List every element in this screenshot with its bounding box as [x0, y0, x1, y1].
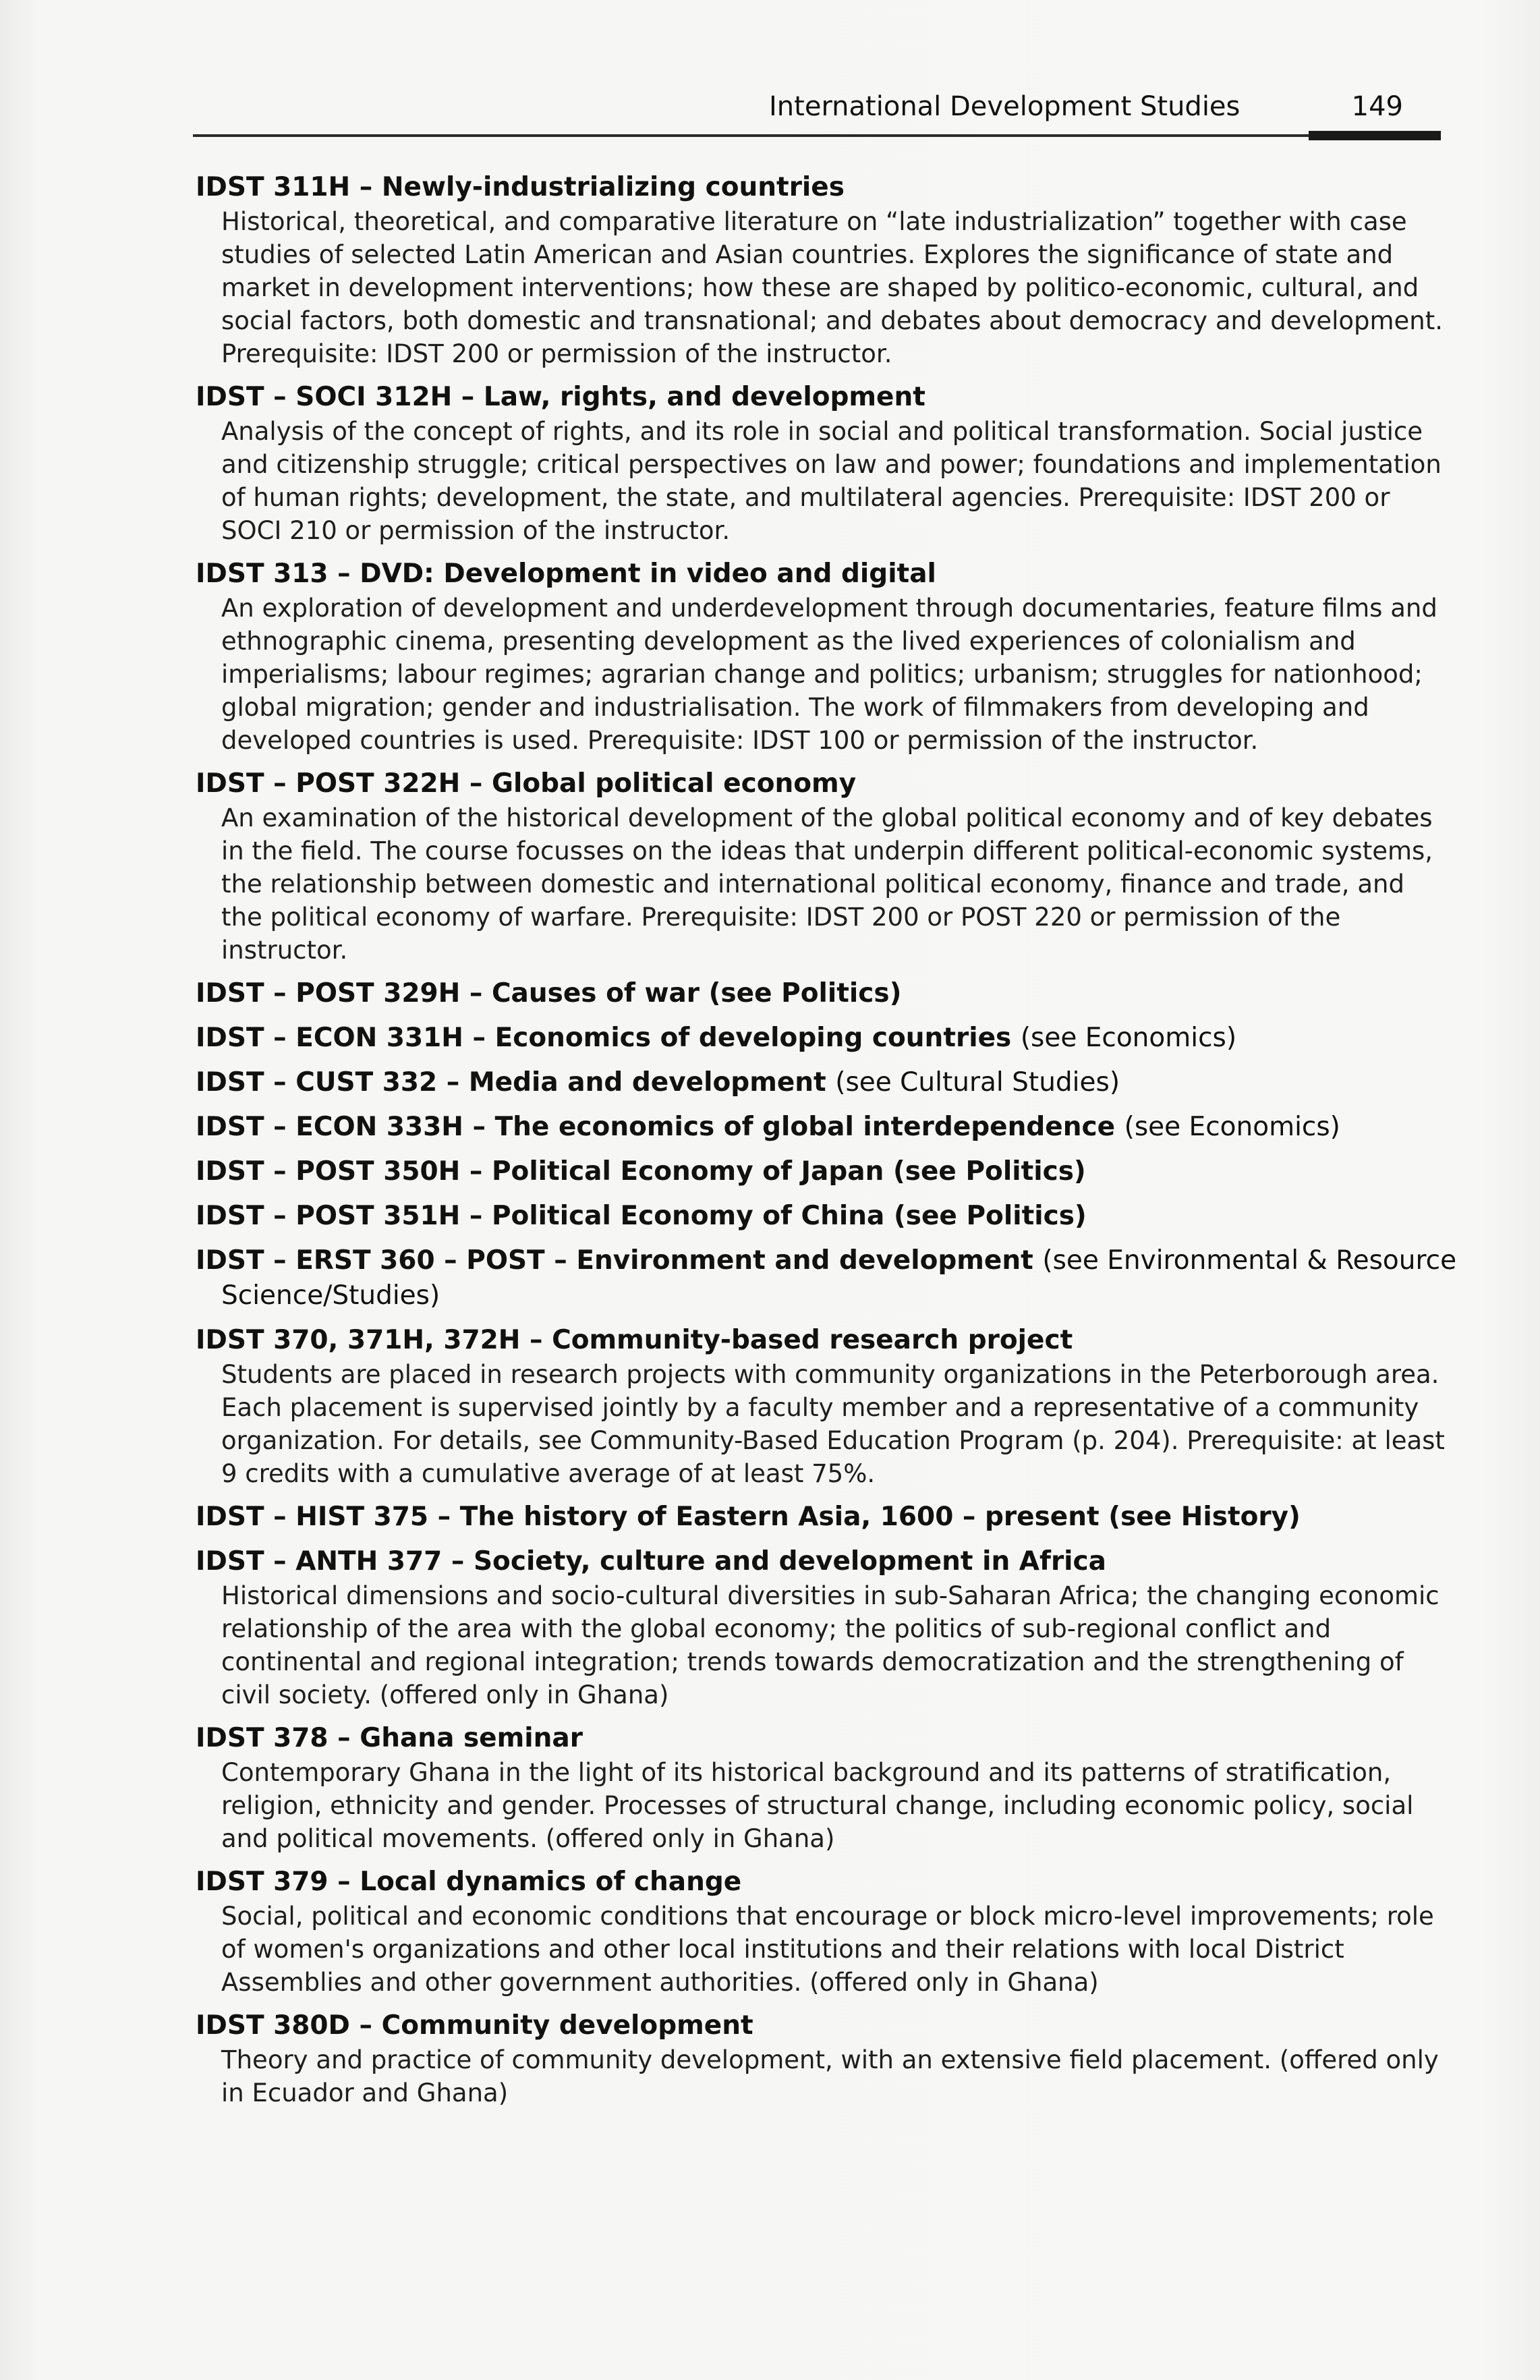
course-entry: [196, 1865, 1450, 1999]
course-title: IDST 313 – DVD: Development in video and digital: [196, 559, 936, 589]
course-entry: [196, 380, 1450, 547]
course-entry: [196, 1500, 1450, 1535]
course-entry: [196, 1721, 1450, 1855]
course-title: IDST 379 – Local dynamics of change: [196, 1867, 742, 1897]
course-title: IDST – POST 322H – Global political economy: [196, 768, 857, 799]
course-entry: [196, 1065, 1450, 1100]
course-entry: [196, 1110, 1450, 1145]
course-title-text: IDST – ERST 360 – POST – Environment and development: [196, 1245, 1033, 1276]
course-description: An examination of the historical development of the global political economy and of key debates in the field. The course focusses on the ideas that underpin different political-economic systems, the relationship between domestic and international political economy, finance and trade, and the political economy of warfare. Prerequisite: IDST 200 or POST 220 or permission of the instructor.: [221, 803, 1433, 965]
course-description: Social, political and economic conditions that encourage or block micro-level improvements; role of women's organizations and other local institutions and their relations with local District Assemblies and other government authorities. (offered only in Ghana): [221, 1902, 1434, 1997]
course-title: [196, 1110, 1450, 1145]
course-description: Analysis of the concept of rights, and its role in social and political transformation. Social justice and citizenship struggle; critical perspectives on law and power; foundations and implementation of human rights; development, the state, and multilateral agencies. Prerequisite: IDST 200 or SOCI 210 or permission of the instructor.: [221, 417, 1442, 545]
cross-reference: (see Economics): [1124, 1112, 1340, 1142]
page-number: 149: [1351, 91, 1403, 122]
course-title: [196, 1243, 1457, 1313]
course-list: [196, 170, 1457, 2119]
course-title: [196, 1021, 1450, 1056]
course-title: IDST – POST 329H – Causes of war (see Politics): [196, 978, 902, 1009]
cross-reference: (see Environmental & Resource: [1042, 1245, 1457, 1276]
course-entry: [196, 976, 1450, 1011]
course-title: [196, 1065, 1450, 1100]
course-title: IDST – POST 351H – Political Economy of China (see Politics): [196, 1201, 1087, 1231]
course-description: Students are placed in research projects with community organizations in the Peterborough area. Each placement is supervised jointly by a faculty member and a representative of a community organization. For details, see Community-Based Education Program (p. 204). Prerequisite: at least 9 credits with a cumulative average of at least 75%.: [221, 1360, 1445, 1488]
course-title: IDST 311H – Newly-industrializing countries: [196, 172, 845, 202]
course-entry: [196, 1544, 1450, 1711]
course-description: Contemporary Ghana in the light of its historical background and its patterns of stratification, religion, ethnicity and gender. Processes of structural change, including economic policy, social and political movements. (offered only in Ghana): [221, 1758, 1414, 1853]
header-rule: [193, 134, 1441, 137]
course-description: Theory and practice of community development, with an extensive field placement. (offered only in Ecuador and Ghana): [221, 2045, 1439, 2107]
course-entry: [196, 1243, 1457, 1313]
header-rule-accent: [1309, 131, 1441, 140]
course-title: IDST – POST 350H – Political Economy of Japan (see Politics): [196, 1156, 1086, 1187]
cross-reference-continued: Science/Studies): [221, 1280, 440, 1311]
course-entry: [196, 1021, 1450, 1056]
course-entry: [196, 766, 1450, 967]
course-title: IDST – HIST 375 – The history of Eastern Asia, 1600 – present (see History): [196, 1502, 1301, 1532]
course-title: IDST – ANTH 377 – Society, culture and development in Africa: [196, 1546, 1106, 1577]
course-description: Historical, theoretical, and comparative literature on “late industrialization” together with case studies of selected Latin American and Asian countries. Explores the significance of state and market in development interventions; how these are shaped by politico-economic, cultural, and social factors, both domestic and transnational; and debates about democracy and development. Prerequisite: IDST 200 or permission of the instructor.: [221, 207, 1444, 368]
course-entry: [196, 1323, 1450, 1490]
course-title-text: IDST – ECON 331H – Economics of developing countries: [196, 1023, 1012, 1053]
course-title: IDST 380D – Community development: [196, 2010, 753, 2041]
course-title: IDST – SOCI 312H – Law, rights, and development: [196, 382, 925, 412]
course-entry: [196, 2008, 1450, 2109]
course-title: IDST 378 – Ghana seminar: [196, 1723, 583, 1753]
course-entry: [196, 1199, 1450, 1234]
course-description: An exploration of development and underdevelopment through documentaries, feature films and ethnographic cinema, presenting development as the lived experiences of colonialism and imperialisms; labour regimes; agrarian change and politics; urbanism; struggles for nationhood; global migration; gender and industrialisation. The work of filmmakers from developing and developed countries is used. Prerequisite: IDST 100 or permission of the instructor.: [221, 594, 1437, 755]
cross-reference: (see Economics): [1020, 1023, 1237, 1053]
running-title: International Development Studies: [769, 91, 1240, 122]
course-entry: [196, 170, 1450, 370]
course-entry: [196, 1154, 1450, 1189]
course-title-text: IDST – CUST 332 – Media and development: [196, 1067, 826, 1098]
course-title-text: IDST – ECON 333H – The economics of global interdependence: [196, 1112, 1116, 1142]
course-title: IDST 370, 371H, 372H – Community-based research project: [196, 1325, 1073, 1355]
course-description: Historical dimensions and socio-cultural diversities in sub-Saharan Africa; the changing economic relationship of the area with the global economy; the politics of sub-regional conflict and continental and regional integration; trends towards democratization and the strengthening of civil society. (offered only in Ghana): [221, 1581, 1439, 1709]
course-entry: [196, 557, 1450, 757]
running-header: [769, 86, 1403, 127]
cross-reference: (see Cultural Studies): [835, 1067, 1120, 1098]
